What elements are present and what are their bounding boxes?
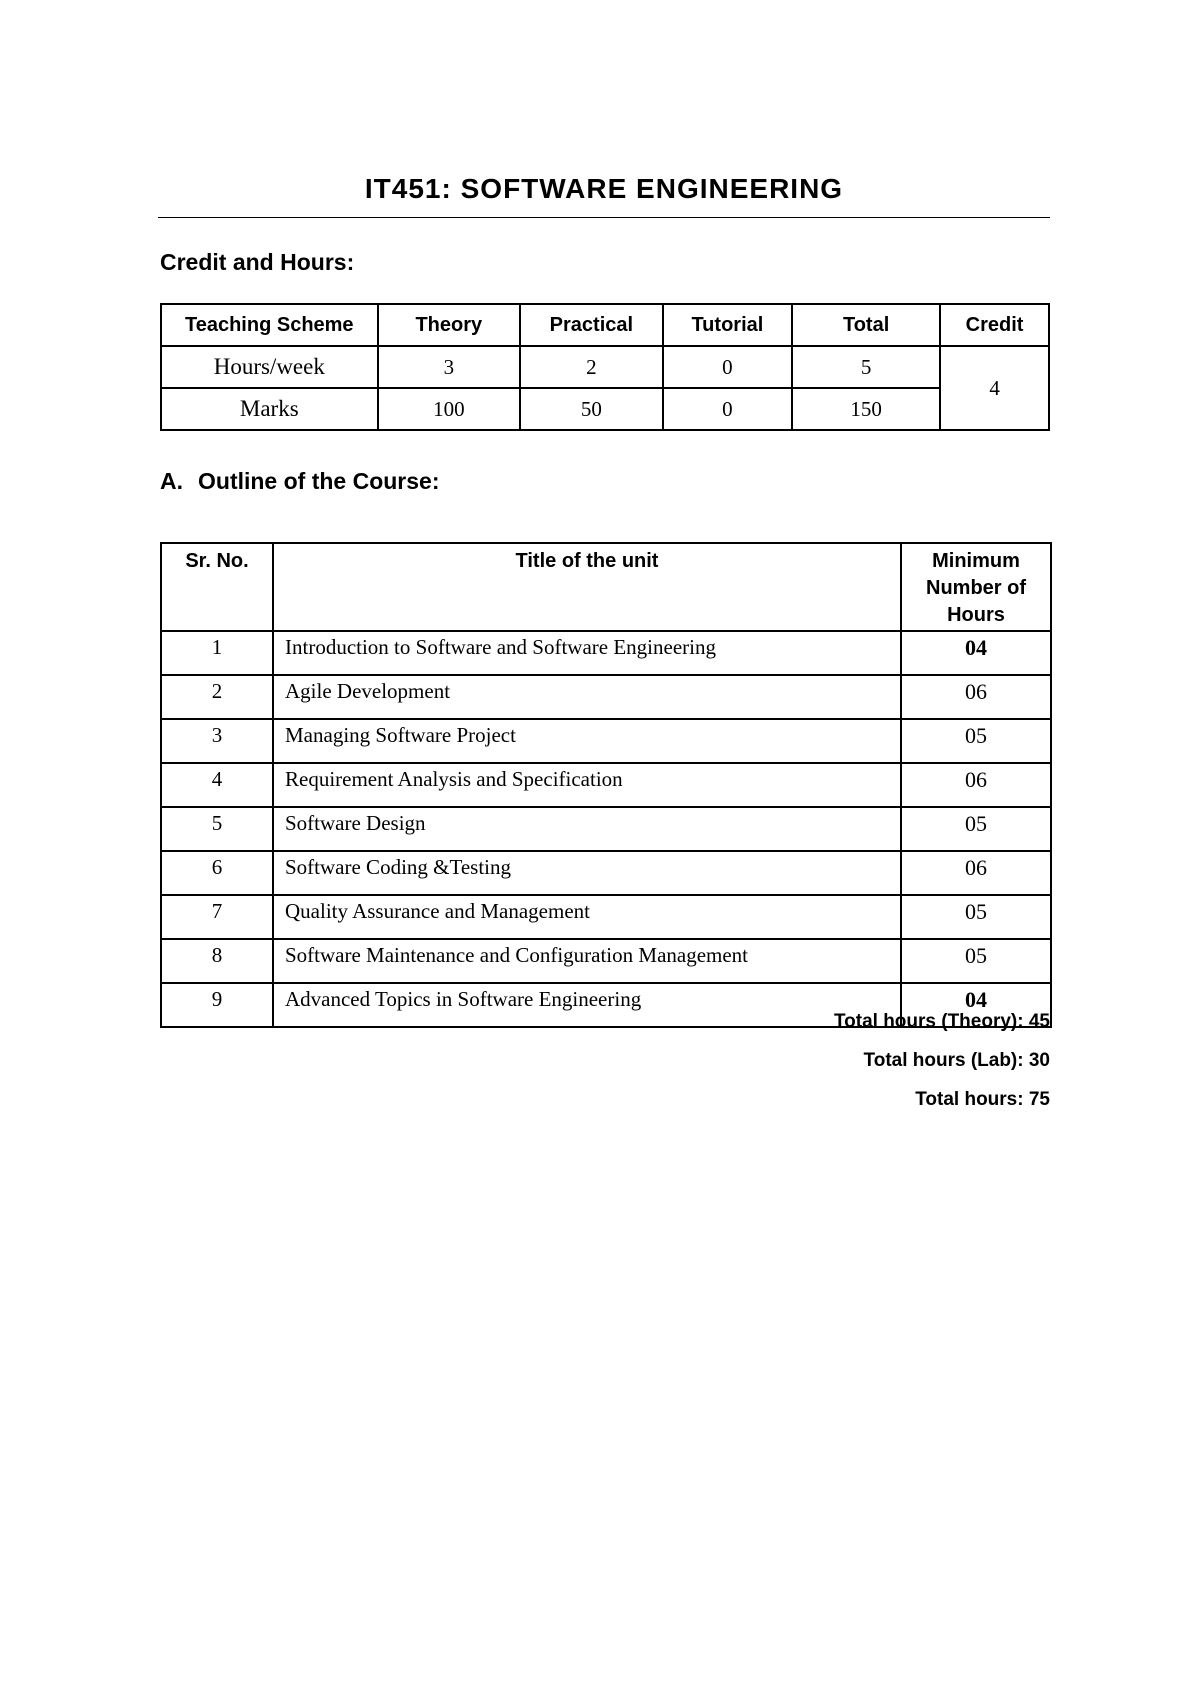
credit-hours-table — [160, 303, 1050, 431]
min-hours-header-line: Hours — [947, 604, 1005, 626]
min-hours-header — [901, 543, 1051, 631]
theory-cell: 3 — [378, 346, 521, 388]
row-label: Hours/week — [161, 346, 378, 388]
hours-cell: 06 — [901, 763, 1051, 807]
sr-no-cell: 5 — [161, 807, 273, 851]
table-header-row — [161, 304, 1049, 346]
table-row — [161, 719, 1051, 763]
outline-heading — [160, 468, 440, 495]
column-header: Teaching Scheme — [161, 304, 378, 346]
table-row — [161, 346, 1049, 388]
column-header: Practical — [520, 304, 663, 346]
table-header-row — [161, 543, 1051, 631]
sr-no-cell: 1 — [161, 631, 273, 675]
unit-title-cell: Quality Assurance and Management — [273, 895, 901, 939]
unit-title-cell: Advanced Topics in Software Engineering — [273, 983, 901, 1027]
table-row — [161, 939, 1051, 983]
table-row — [161, 763, 1051, 807]
column-header: Tutorial — [663, 304, 793, 346]
hours-cell: 05 — [901, 807, 1051, 851]
row-label: Marks — [161, 388, 378, 430]
hours-cell: 05 — [901, 939, 1051, 983]
section-letter: A. — [160, 468, 183, 494]
sr-no-cell: 8 — [161, 939, 273, 983]
total-hours-theory: Total hours (Theory): 45 — [833, 1011, 1050, 1032]
course-outline-table — [160, 542, 1052, 1028]
hours-cell: 05 — [901, 719, 1051, 763]
unit-title-cell: Software Coding &Testing — [273, 851, 901, 895]
table-row — [161, 675, 1051, 719]
unit-title-cell: Managing Software Project — [273, 719, 901, 763]
unit-title-cell: Agile Development — [273, 675, 901, 719]
title-divider — [158, 217, 1050, 218]
tutorial-cell: 0 — [663, 388, 793, 430]
total-hours-lab: Total hours (Lab): 30 — [863, 1050, 1050, 1071]
column-header: Credit — [940, 304, 1049, 346]
table-row — [161, 631, 1051, 675]
column-header: Total — [792, 304, 940, 346]
unit-title-cell: Requirement Analysis and Specification — [273, 763, 901, 807]
table-row — [161, 851, 1051, 895]
min-hours-header-line: Number of — [926, 577, 1026, 599]
table-row — [161, 895, 1051, 939]
outline-heading-text: Outline of the Course: — [198, 468, 440, 494]
practical-cell: 2 — [520, 346, 663, 388]
hours-cell: 06 — [901, 851, 1051, 895]
credit-hours-heading: Credit and Hours: — [160, 249, 355, 275]
hours-cell: 04 — [901, 983, 1051, 1027]
unit-title-header: Title of the unit — [273, 543, 901, 631]
total-hours: Total hours: 75 — [915, 1089, 1050, 1110]
sr-no-header: Sr. No. — [161, 543, 273, 631]
theory-cell: 100 — [378, 388, 521, 430]
sr-no-cell: 9 — [161, 983, 273, 1027]
total-cell: 150 — [792, 388, 940, 430]
unit-title-cell: Software Design — [273, 807, 901, 851]
hours-cell: 04 — [901, 631, 1051, 675]
page-title: IT451: SOFTWARE ENGINEERING — [364, 173, 844, 204]
sr-no-cell: 3 — [161, 719, 273, 763]
sr-no-cell: 7 — [161, 895, 273, 939]
column-header: Theory — [378, 304, 521, 346]
unit-title-cell: Software Maintenance and Configuration Management — [273, 939, 901, 983]
unit-title-cell: Introduction to Software and Software Engineering — [273, 631, 901, 675]
sr-no-cell: 6 — [161, 851, 273, 895]
sr-no-cell: 2 — [161, 675, 273, 719]
min-hours-header-line: Minimum — [932, 550, 1020, 572]
total-cell: 5 — [792, 346, 940, 388]
credit-cell: 4 — [940, 346, 1049, 430]
sr-no-cell: 4 — [161, 763, 273, 807]
practical-cell: 50 — [520, 388, 663, 430]
hours-cell: 06 — [901, 675, 1051, 719]
table-row — [161, 807, 1051, 851]
table-row — [161, 388, 1049, 430]
tutorial-cell: 0 — [663, 346, 793, 388]
hours-cell: 05 — [901, 895, 1051, 939]
